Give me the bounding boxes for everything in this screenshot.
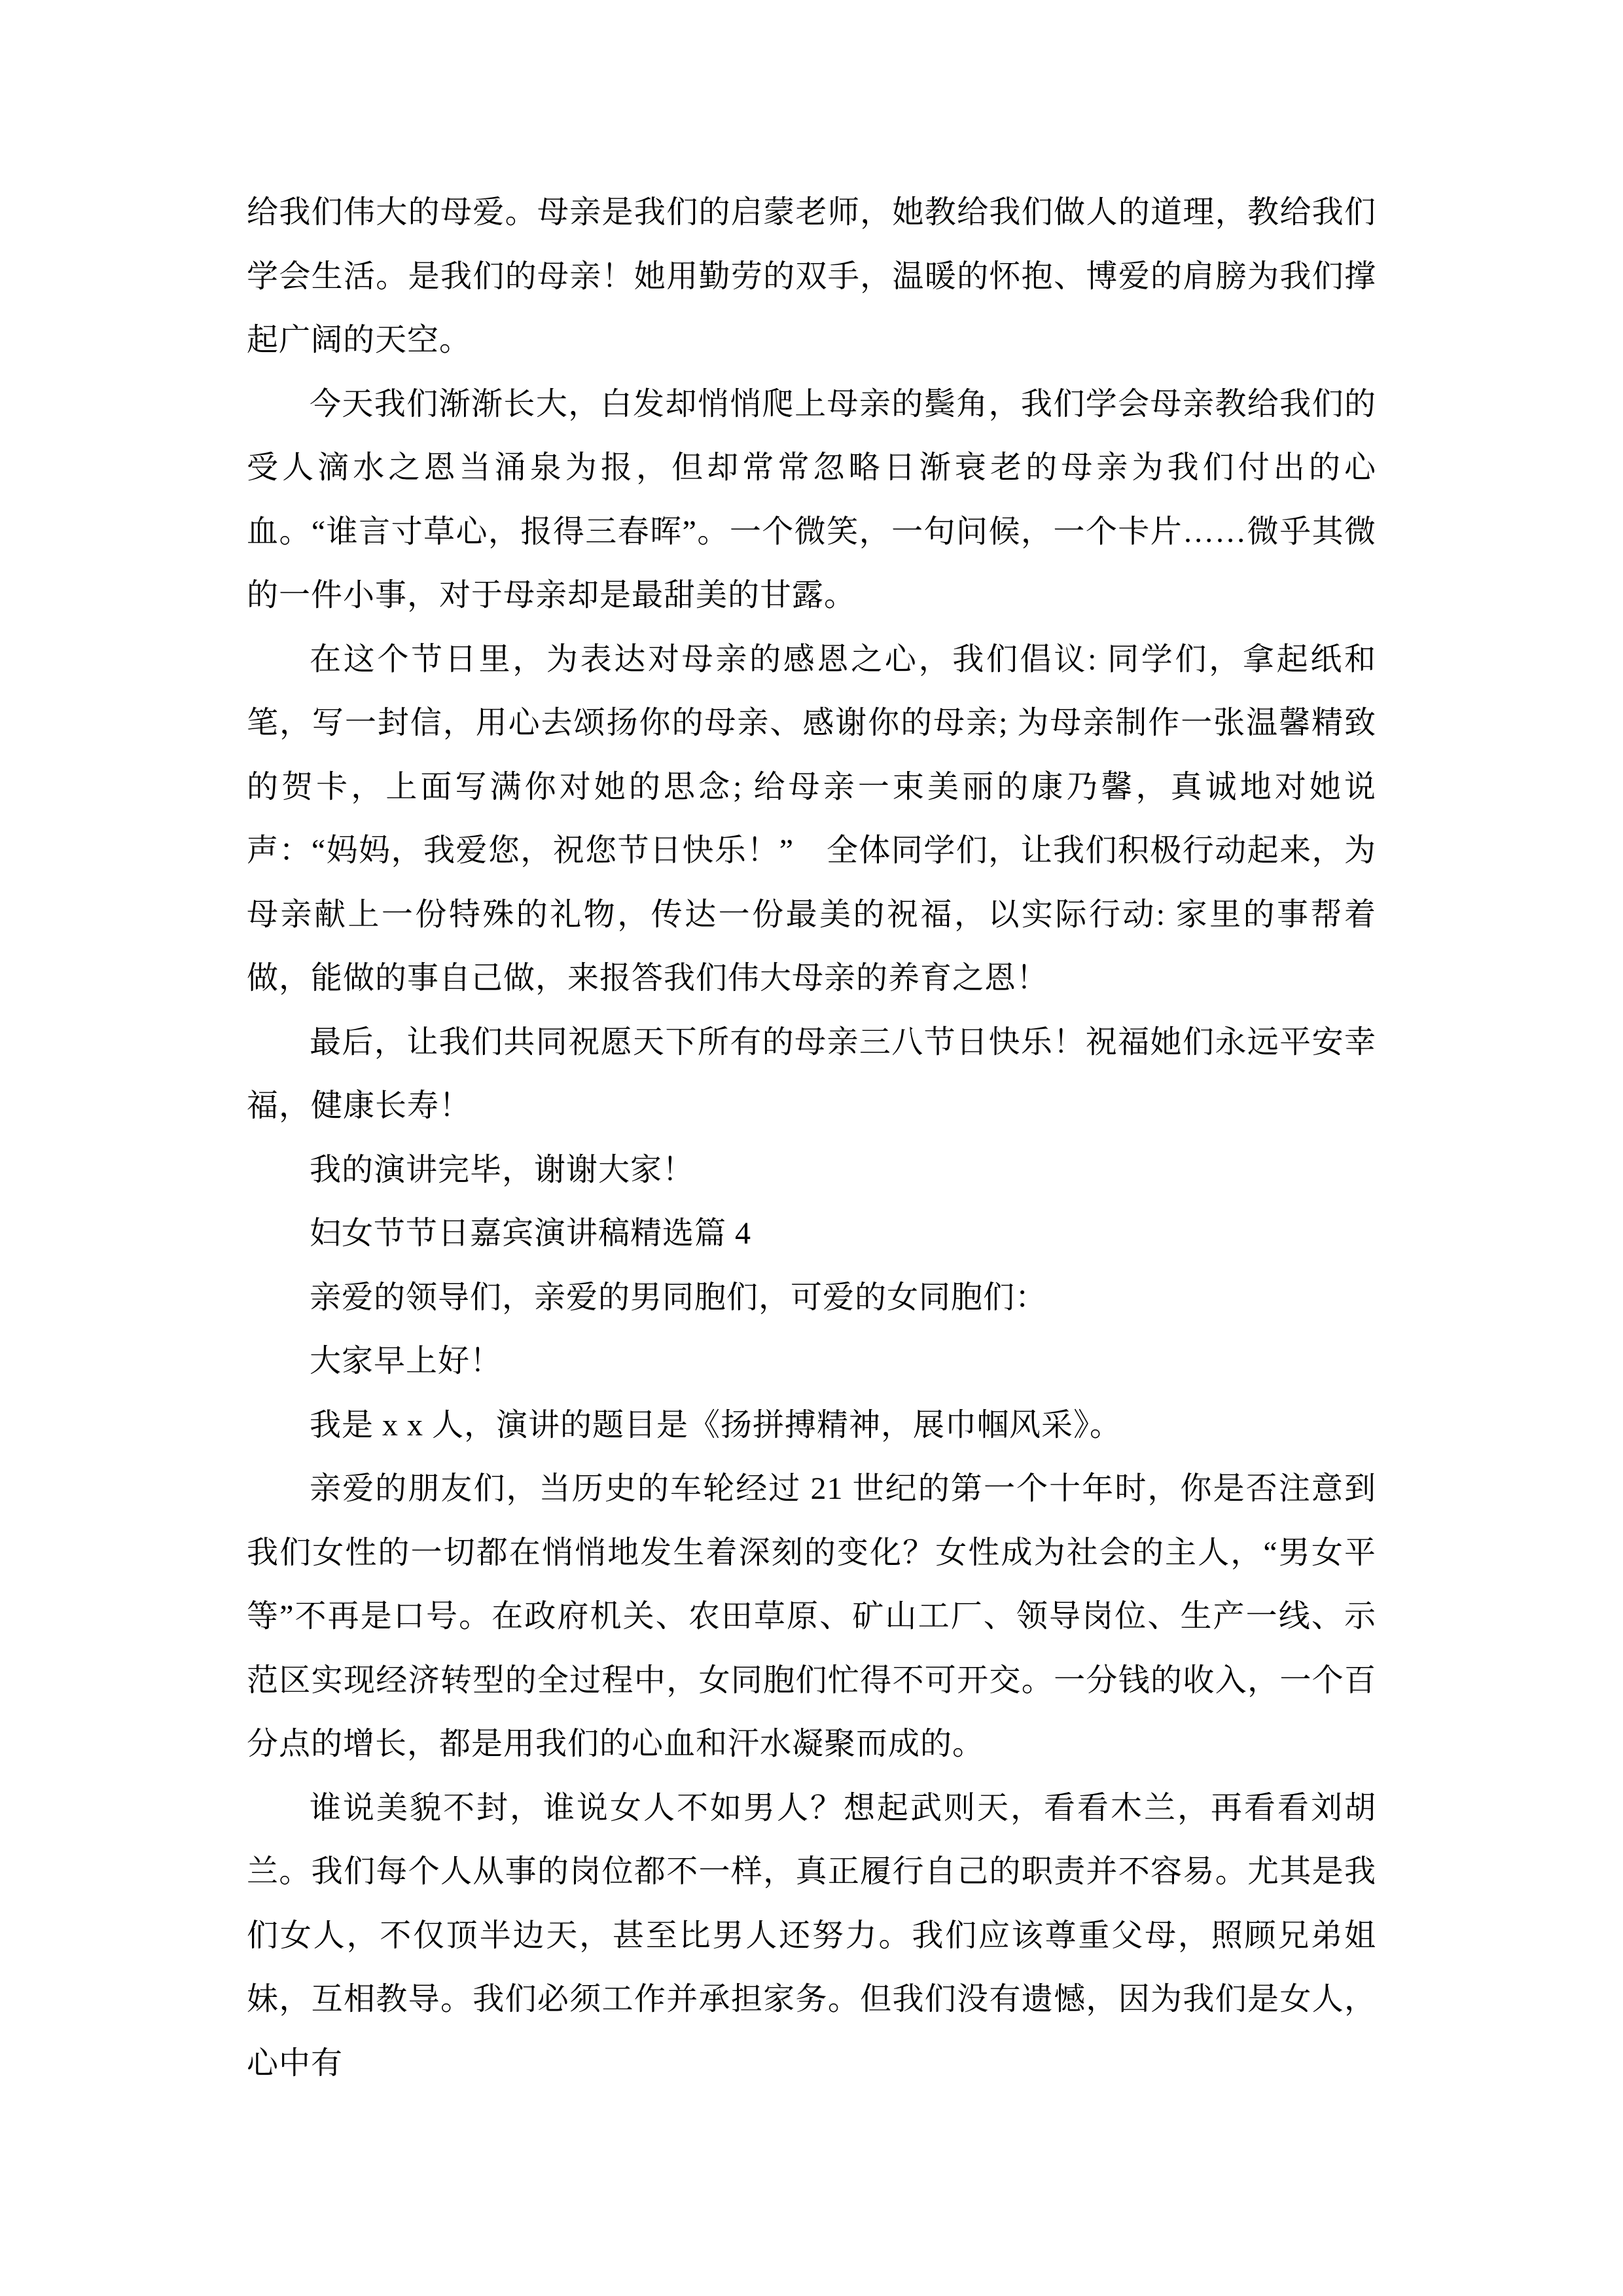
paragraph: 给我们伟大的母爱。母亲是我们的启蒙老师，她教给我们做人的道理，教给我们学会生活。是我们的母亲！她用勤劳的双手，温暖的怀抱、博爱的肩膀为我们撑起广阔的天空。: [247, 195, 1376, 357]
paragraph: 妇女节节日嘉宾演讲稿精选篇 4: [310, 1216, 752, 1251]
document-body: [247, 181, 1376, 2095]
paragraph: 在这个节日里，为表达对母亲的感恩之心，我们倡议: 同学们，拿起纸和笔，写一封信，用心去颂扬你的母亲、感谢你的母亲; 为母亲制作一张温馨精致的贺卡，上面写满你对她的思念; 给母亲一束美丽的康乃馨，真诚地对她说声：“妈妈，我爱您，祝您节日快乐！” 全体同学们，让我们积极行动起来，为母亲献上一份特殊的礼物，传达一份最美的祝福，以实际行动: 家里的事帮着做，能做的事自己做，来报答我们伟大母亲的养育之恩！: [247, 641, 1376, 996]
paragraph: 我是 x x 人，演讲的题目是《扬拼搏精神，展巾帼风采》。: [310, 1407, 1122, 1443]
paragraph: 谁说美貌不封，谁说女人不如男人？想起武则天，看看木兰，再看看刘胡兰。我们每个人从事的岗位都不一样，真正履行自己的职责并不容易。尤其是我们女人，不仅顶半边天，甚至比男人还努力。我们应该尊重父母，照顾兄弟姐妹，互相教导。我们必须工作并承担家务。但我们没有遗憾，因为我们是女人，心中有: [247, 1790, 1376, 2081]
paragraph: 今天我们渐渐长大，白发却悄悄爬上母亲的鬓角，我们学会母亲教给我们的受人滴水之恩当涌泉为报，但却常常忽略日渐衰老的母亲为我们付出的心血。“谁言寸草心，报得三春晖”。一个微笑，一句问候，一个卡片……微乎其微的一件小事，对于母亲却是最甜美的甘露。: [247, 386, 1376, 613]
paragraph: 大家早上好！: [310, 1344, 503, 1378]
paragraph: 最后，让我们共同祝愿天下所有的母亲三八节日快乐！祝福她们永远平安幸福，健康长寿！: [247, 1024, 1376, 1123]
paragraph: 亲爱的朋友们，当历史的车轮经过 21 世纪的第一个十年时，你是否注意到我们女性的一切都在悄悄地发生着深刻的变化？女性成为社会的主人，“男女平等”不再是口号。在政府机关、农田草原、矿山工厂、领导岗位、生产一线、示范区实现经济转型的全过程中，女同胞们忙得不可开交。一分钱的收入，一个百分点的增长，都是用我们的心血和汗水凝聚而成的。: [247, 1471, 1376, 1761]
paragraph: 亲爱的领导们，亲爱的男同胞们，可爱的女同胞们：: [310, 1280, 1048, 1315]
paragraph: 我的演讲完毕，谢谢大家！: [310, 1152, 695, 1187]
